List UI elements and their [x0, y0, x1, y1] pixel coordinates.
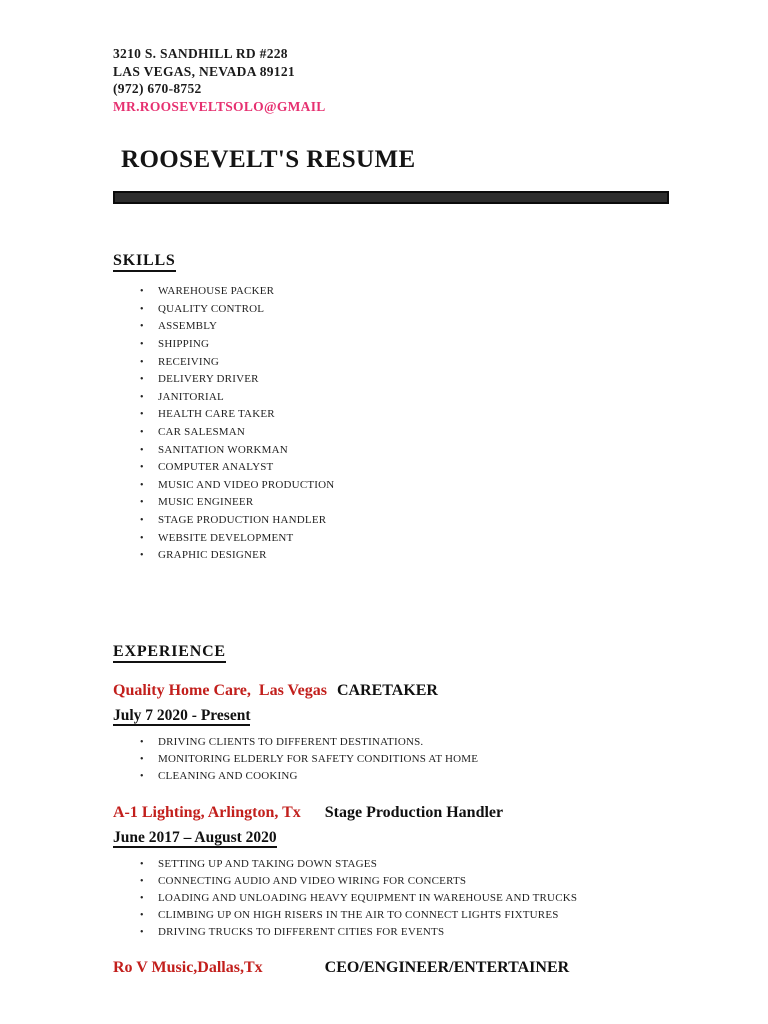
contact-address-line1: 3210 S. SANDHILL RD #228 — [113, 46, 288, 61]
duty-item: • CLIMBING UP ON HIGH RISERS IN THE AIR TO CONNECT LIGHTS FIXTURES — [140, 907, 688, 924]
bullet-icon: • — [140, 497, 144, 509]
bullet-icon: • — [140, 736, 144, 748]
duty-item: • CONNECTING AUDIO AND VIDEO WIRING FOR CONCERTS — [140, 873, 688, 890]
job-duties-list — [113, 734, 688, 785]
skill-item: • DELIVERY DRIVER — [140, 371, 688, 389]
skill-item: • HEALTH CARE TAKER — [140, 406, 688, 424]
duty-item: • DRIVING TRUCKS TO DIFFERENT CITIES FOR EVENTS — [140, 924, 688, 941]
skills-list — [113, 283, 688, 565]
job-company: Quality Home Care, Las Vegas — [113, 681, 327, 699]
job-company-role — [113, 681, 688, 701]
duty-item: • MONITORING ELDERLY FOR SAFETY CONDITIONS AT HOME — [140, 751, 688, 768]
skill-item: • SANITATION WORKMAN — [140, 442, 688, 460]
contact-block — [113, 45, 688, 115]
job-company: Ro V Music,Dallas,Tx — [113, 958, 263, 976]
bullet-icon: • — [140, 444, 144, 456]
duty-item: • LOADING AND UNLOADING HEAVY EQUIPMENT IN WAREHOUSE AND TRUCKS — [140, 890, 688, 907]
bullet-icon: • — [140, 926, 144, 938]
contact-address-line2: LAS VEGAS, NEVADA 89121 — [113, 63, 295, 79]
job-company-role — [113, 803, 688, 823]
bullet-icon: • — [140, 875, 144, 887]
bullet-icon: • — [140, 514, 144, 526]
job-dates: June 2017 – August 2020 — [113, 828, 277, 846]
bullet-icon: • — [140, 532, 144, 544]
bullet-icon: • — [140, 550, 144, 562]
experience-heading: EXPERIENCE — [113, 643, 688, 661]
contact-phone: (972) 670-8752 — [113, 81, 202, 96]
bullet-icon: • — [140, 909, 144, 921]
job-role: Stage Production Handler — [324, 803, 504, 821]
skill-item: • STAGE PRODUCTION HANDLER — [140, 512, 688, 530]
resume-title: ROOSEVELT'S RESUME — [121, 146, 416, 173]
duty-item: • CLEANING AND COOKING — [140, 768, 688, 785]
skill-item: • GRAPHIC DESIGNER — [140, 547, 688, 565]
bullet-icon: • — [140, 770, 144, 782]
bullet-icon: • — [140, 462, 144, 474]
bullet-icon: • — [140, 339, 144, 351]
bullet-icon: • — [140, 409, 144, 421]
skill-item: • SHIPPING — [140, 336, 688, 354]
skill-item: • JANITORIAL — [140, 389, 688, 407]
skill-item: • MUSIC AND VIDEO PRODUCTION — [140, 477, 688, 495]
job-company: A-1 Lighting, Arlington, Tx — [113, 803, 301, 821]
duty-item: • DRIVING CLIENTS TO DIFFERENT DESTINATIONS. — [140, 734, 688, 751]
job-role: CEO/ENGINEER/ENTERTAINER — [324, 958, 570, 976]
divider-bar — [113, 191, 669, 204]
bullet-icon: • — [140, 374, 144, 386]
skill-item: • MUSIC ENGINEER — [140, 494, 688, 512]
duty-item: • SETTING UP AND TAKING DOWN STAGES — [140, 856, 688, 873]
bullet-icon: • — [140, 356, 144, 368]
skill-item: • CAR SALESMAN — [140, 424, 688, 442]
bullet-icon: • — [140, 286, 144, 298]
job-dates: July 7 2020 - Present — [113, 706, 251, 724]
bullet-icon: • — [140, 391, 144, 403]
skill-item: • QUALITY CONTROL — [140, 301, 688, 319]
bullet-icon: • — [140, 303, 144, 315]
skill-item: • RECEIVING — [140, 354, 688, 372]
job-role: CARETAKER — [336, 681, 438, 699]
job-duties-list — [113, 856, 688, 941]
job-company-role — [113, 958, 688, 978]
bullet-icon: • — [140, 892, 144, 904]
bullet-icon: • — [140, 858, 144, 870]
skill-item: • WAREHOUSE PACKER — [140, 283, 688, 301]
bullet-icon: • — [140, 479, 144, 491]
skill-item: • WEBSITE DEVELOPMENT — [140, 530, 688, 548]
skill-item: • ASSEMBLY — [140, 318, 688, 336]
skills-heading: SKILLS — [113, 252, 688, 270]
contact-email: MR.ROOSEVELTSOLO@GMAIL — [113, 98, 326, 114]
bullet-icon: • — [140, 321, 144, 333]
bullet-icon: • — [140, 753, 144, 765]
bullet-icon: • — [140, 427, 144, 439]
skill-item: • COMPUTER ANALYST — [140, 459, 688, 477]
